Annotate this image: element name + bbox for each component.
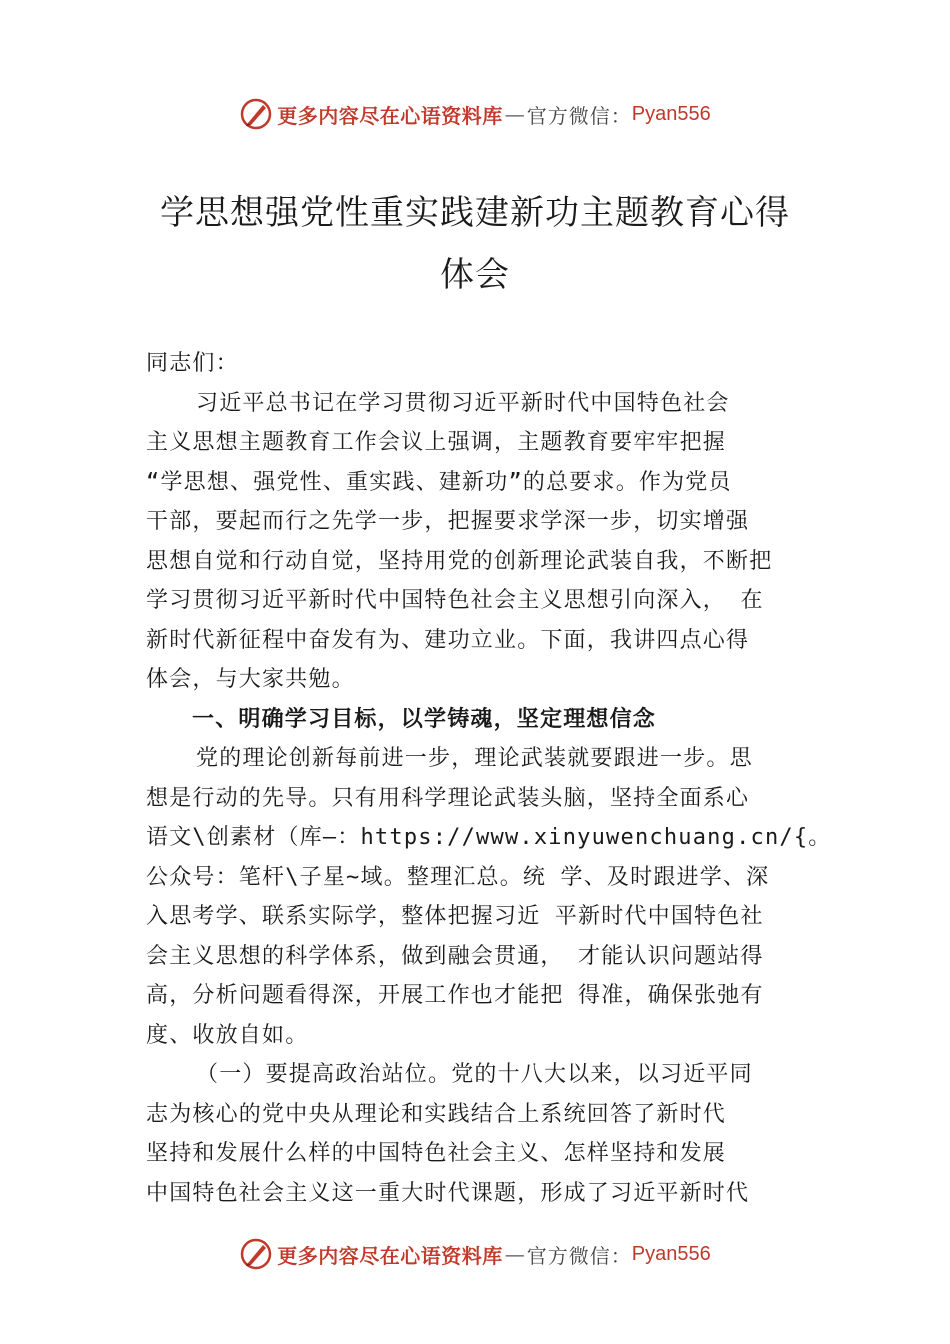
banner-separator: —: [504, 1242, 525, 1266]
text-line: 思想自觉和行动自觉，坚持用党的创新理论武装自我，不断把: [146, 548, 773, 574]
text-line: 高，分析问题看得深，开展工作也才能把 得准，确保张弛有: [146, 983, 764, 1008]
wechat-label: 官方微信：: [526, 1243, 632, 1268]
pen-logo-icon: [239, 1237, 273, 1271]
text-line: 学习贯彻习近平新时代中国特色社会主义思想引向深入， 在: [146, 588, 764, 613]
text-line: 中国特色社会主义这一重大时代课题，形成了习近平新时代: [146, 1180, 750, 1206]
text-line: 语文\创素材（库—：https://www.xinyuwenchuang.cn/{。: [146, 825, 832, 850]
text-line: 入思考学、联系实际学，整体把握习近 平新时代中国特色社: [146, 904, 764, 929]
document-title: [148, 182, 802, 306]
text-line: 度、收放自如。: [146, 1022, 309, 1048]
wechat-label: 官方微信：: [526, 103, 632, 128]
text-line: 主义思想主题教育工作会议上强调，主题教育要牢牢把握: [146, 430, 727, 455]
banner-slogan: 更多内容尽在心语资料库: [277, 103, 503, 128]
text-line: 会主义思想的科学体系，做到融会贯通， 才能认识问题站得: [146, 943, 764, 969]
text-line: 体会，与大家共勉。: [146, 667, 355, 692]
footer-banner: [0, 1234, 950, 1274]
text-line: 想是行动的先导。只有用科学理论武装头脑，坚持全面系心: [146, 785, 750, 811]
wechat-id: Pyan556: [631, 1242, 711, 1265]
text-line: 志为核心的党中央从理论和实践结合上系统回答了新时代: [146, 1101, 727, 1127]
header-banner: [0, 94, 950, 134]
title-line-2: 体会: [440, 255, 510, 295]
paragraph-intro: [146, 384, 824, 700]
banner-slogan: 更多内容尽在心语资料库: [277, 1243, 503, 1268]
section-heading-1: 一、明确学习目标，以学铸魂，坚定理想信念: [192, 706, 657, 732]
text-line: 党的理论创新每前进一步，理论武装就要跟进一步。思: [196, 746, 753, 771]
title-line-1: 学思想强党性重实践建新功主题教育心得: [160, 193, 790, 233]
text-line: （一）要提高政治站位。党的十八大以来，以习近平同: [196, 1062, 753, 1087]
pen-logo-icon: [239, 97, 273, 131]
salutation: 同志们：: [146, 351, 239, 376]
text-line: 公众号：笔杆\子星~域。整理汇总。统 学、及时跟进学、深: [146, 864, 770, 890]
banner-separator: —: [504, 102, 525, 126]
text-line: 新时代新征程中奋发有为、建功立业。下面，我讲四点心得: [146, 627, 750, 653]
paragraph-subsection1: [146, 1055, 824, 1213]
text-line: “学思想、强党性、重实践、建新功”的总要求。作为党员: [146, 469, 732, 495]
paragraph-section1: [146, 739, 832, 1055]
text-line: 习近平总书记在学习贯彻习近平新时代中国特色社会: [196, 390, 730, 416]
wechat-id: Pyan556: [631, 102, 711, 125]
text-line: 坚持和发展什么样的中国特色社会主义、怎样坚持和发展: [146, 1141, 727, 1166]
document-body: [146, 344, 832, 1213]
text-line: 干部，要起而行之先学一步，把握要求学深一步，切实增强: [146, 509, 750, 534]
